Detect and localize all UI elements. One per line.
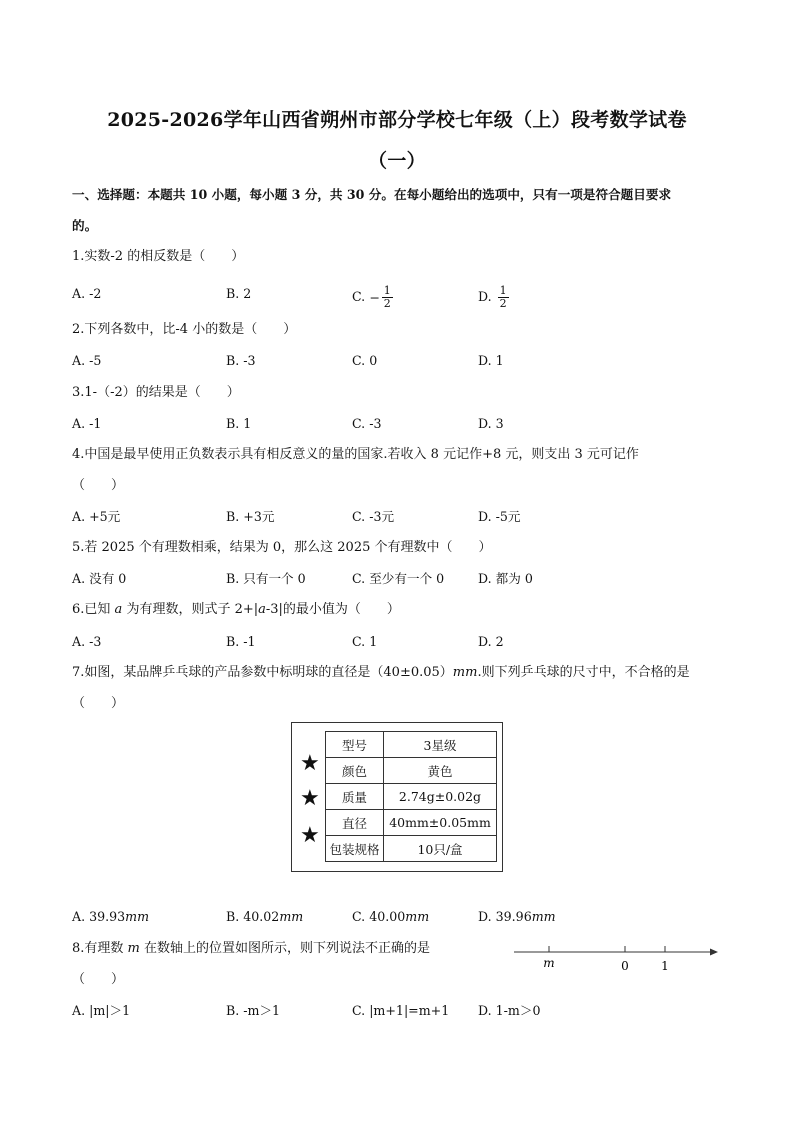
- option-d: D. 都为 0: [478, 571, 533, 586]
- table-row: [326, 836, 497, 862]
- option-b: B. 1: [226, 416, 252, 431]
- table-row: [326, 784, 497, 810]
- option-b: B. -3: [226, 353, 256, 368]
- table-row: [326, 758, 497, 784]
- option-c: C. 0: [352, 353, 378, 368]
- exam-title-subtitle: （一）: [368, 150, 426, 172]
- question-4-blank: （ ）: [72, 478, 125, 493]
- table-row: [326, 732, 497, 758]
- option-c: C. 1: [352, 634, 378, 649]
- option-b: B. -1: [226, 634, 256, 649]
- option-a: A. -2: [72, 286, 102, 301]
- option-a: A. -5: [72, 353, 102, 368]
- spec-value: 10只/盒: [384, 836, 497, 862]
- star-icon: ★: [300, 751, 320, 776]
- question-8: 8.有理数 m 在数轴上的位置如图所示，则下列说法不正确的是: [72, 941, 431, 956]
- spec-key: 型号: [326, 732, 384, 758]
- option-b: B. -m＞1: [226, 1003, 281, 1018]
- tick-label-1: 1: [661, 959, 669, 973]
- spec-key: 包装规格: [326, 836, 384, 862]
- option-b: B. 40.02mm: [226, 909, 304, 924]
- number-line-figure: [512, 938, 724, 978]
- spec-value: 黄色: [384, 758, 497, 784]
- question-7-blank: （ ）: [72, 696, 125, 711]
- question-5: 5.若 2025 个有理数相乘，结果为 0，那么这 2025 个有理数中（ ）: [72, 540, 492, 555]
- tick-label-m: m: [543, 956, 555, 970]
- exam-title: 2025-2026学年山西省朔州市部分学校七年级（上）段考数学试卷: [107, 109, 687, 131]
- option-d: D. 1-m＞0: [478, 1003, 541, 1018]
- option-c: C. |m+1|=m+1: [352, 1003, 450, 1018]
- question-8-blank: （ ）: [72, 972, 125, 987]
- question-6-options: [72, 633, 722, 651]
- option-d: D. 39.96mm: [478, 909, 556, 924]
- option-c: C. -3: [352, 416, 382, 431]
- option-c: C. 40.00mm: [352, 909, 430, 924]
- option-d: D. 1: [478, 353, 504, 368]
- question-8-options: [72, 1002, 722, 1020]
- star-icon: ★: [300, 823, 320, 848]
- option-b: B. +3元: [226, 509, 275, 524]
- question-7: 7.如图，某品牌乒乓球的产品参数中标明球的直径是（40±0.05）mm.则下列乒乓球的尺寸中，不合格的是: [72, 665, 690, 680]
- section-heading-cont: 的。: [72, 218, 98, 233]
- question-6: 6.已知 a 为有理数，则式子 2+|a-3|的最小值为（ ）: [72, 602, 400, 617]
- option-d: D. 2: [478, 634, 504, 649]
- option-c: C. -3元: [352, 509, 395, 524]
- question-4-options: [72, 508, 722, 526]
- star-icon: ★: [300, 786, 320, 811]
- option-d: D. 3: [478, 416, 504, 431]
- option-c: C. 至少有一个 0: [352, 571, 445, 586]
- option-a: A. -3: [72, 634, 102, 649]
- spec-value: 40mm±0.05mm: [384, 810, 497, 836]
- spec-table: [325, 731, 497, 862]
- option-d: D. $\frac{1}{2}$: [478, 284, 507, 310]
- option-b: B. 2: [226, 286, 252, 301]
- option-a: A. 39.93mm: [72, 909, 150, 924]
- spec-key: 直径: [326, 810, 384, 836]
- question-4: 4.中国是最早使用正负数表示具有相反意义的量的国家.若收入 8 元记作+8 元，则支出 3 元可记作: [72, 447, 639, 462]
- option-a: A. -1: [72, 416, 102, 431]
- option-a: A. +5元: [72, 509, 121, 524]
- arrow-icon: [710, 949, 718, 956]
- spec-key: 质量: [326, 784, 384, 810]
- question-1-options: [72, 284, 722, 310]
- question-1: 1.实数-2 的相反数是（ ）: [72, 249, 245, 264]
- question-2: 2.下列各数中，比-4 小的数是（ ）: [72, 322, 297, 337]
- option-a: A. |m|＞1: [72, 1003, 131, 1018]
- option-a: A. 没有 0: [72, 571, 127, 586]
- question-5-options: [72, 570, 722, 588]
- spec-value: 3星级: [384, 732, 497, 758]
- question-3: 3.1-（-2）的结果是（ ）: [72, 385, 240, 400]
- tick-label-0: 0: [621, 959, 629, 973]
- section-heading: 一、选择题：本题共 10 小题，每小题 3 分，共 30 分。在每小题给出的选项中，只有一项是符合题目要求: [72, 187, 672, 202]
- star-column: [292, 723, 326, 871]
- spec-key: 颜色: [326, 758, 384, 784]
- option-d: D. -5元: [478, 509, 521, 524]
- table-row: [326, 810, 497, 836]
- option-b: B. 只有一个 0: [226, 571, 306, 586]
- option-c: C. − $\frac{1}{2}$: [352, 284, 391, 310]
- product-spec-figure: [291, 722, 503, 872]
- question-2-options: [72, 352, 722, 370]
- question-3-options: [72, 415, 722, 433]
- spec-value: 2.74g±0.02g: [384, 784, 497, 810]
- question-7-options: [72, 908, 722, 926]
